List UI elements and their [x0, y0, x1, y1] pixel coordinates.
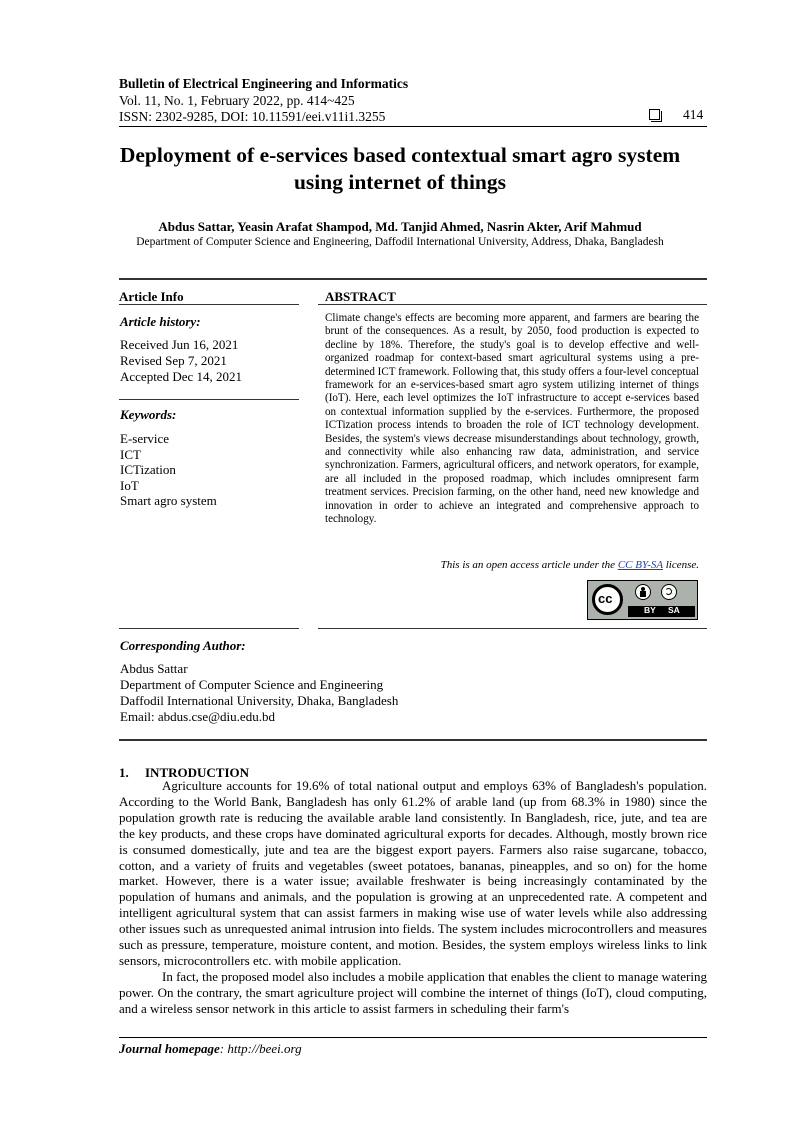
introduction-body — [119, 778, 707, 1017]
article-info-rule — [119, 304, 299, 305]
homepage-url[interactable]: : http://beei.org — [219, 1041, 302, 1056]
share-alike-icon — [661, 584, 677, 600]
page-number: 414 — [683, 107, 704, 122]
title-line-2: using internet of things — [293, 170, 507, 194]
volume-line: Vol. 11, No. 1, February 2022, pp. 414~425 — [119, 93, 355, 108]
abstract-rule — [318, 304, 707, 305]
title-line-1: Deployment of e-services based contextual smart agro system — [119, 143, 681, 167]
journal-name: Bulletin of Electrical Engineering and Informatics — [119, 76, 409, 91]
corresponding-details — [120, 661, 398, 725]
badge-by-label: BY — [644, 605, 656, 615]
article-info-heading: Article Info — [119, 289, 184, 304]
article-history — [120, 337, 242, 385]
keywords-heading: Keywords: — [120, 407, 177, 422]
cc-icon: cc — [592, 584, 623, 615]
received-date: Received Jun 16, 2021 — [120, 337, 239, 352]
keywords-rule — [119, 399, 299, 400]
abstract-heading: ABSTRACT — [325, 289, 396, 304]
accepted-date: Accepted Dec 14, 2021 — [120, 369, 243, 384]
badge-sa-label: SA — [668, 605, 680, 615]
attribution-icon — [635, 584, 651, 600]
article-history-heading: Article history: — [120, 314, 201, 329]
license-link[interactable]: CC BY-SA — [617, 559, 663, 571]
author-list: Abdus Sattar, Yeasin Arafat Shampod, Md. Tanjid Ahmed, Nasrin Akter, Arif Mahmud — [158, 219, 642, 234]
author-department: Department of Computer Science and Engineering — [120, 677, 384, 692]
page-box-icon — [649, 109, 660, 120]
section-title: INTRODUCTION — [145, 765, 250, 780]
keyword-item: Smart agro system — [120, 493, 217, 508]
section-number: 1. — [119, 765, 129, 780]
front-matter-rule — [119, 739, 707, 741]
license-suffix: license. — [662, 559, 699, 571]
abstract-text: Climate change's effects are becoming more apparent, and farmers are bearing the brunt of the consequences. As a result, by 2050, food production is expected to decline by 18%. Therefore, the study's goal is to develop effective and well-organized roadmap for context-based smart agricultural systems using a pre-determined ICT framework. Following that, this study offers a four-level conceptual framework for an e-services-based smart agro system utilizing internet of things (IoT). Here, each level optimizes the IoT infrastructure to accept e-services based on contextual information supplied by the e-services. Furthermore, the proposed ICTization process intends to broaden the role of ICT technology development. Besides, the system's views decrease misunderstandings about technology, growth, and connectivity while also enhancing raw data, administration, and service synchronization. Farmers, agricultural officers, and network operators, for example, are all included in the proposed roadmap, which includes omnipresent farm treatment services. Precision farming, on the other hand, need new knowledge and innovation in order to achieve an integrated and comprehensive approach to technology. — [325, 312, 699, 526]
affiliation: Department of Computer Science and Engineering, Daffodil International University, Address, Dhaka, Bangladesh — [136, 236, 664, 248]
revised-date: Revised Sep 7, 2021 — [120, 353, 227, 368]
homepage-label: Journal homepage — [119, 1041, 220, 1056]
author-email: Email: abdus.cse@diu.edu.bd — [120, 709, 275, 724]
author-university: Daffodil International University, Dhaka, Bangladesh — [120, 693, 399, 708]
issn-doi-line: ISSN: 2302-9285, DOI: 10.11591/eei.v11i1.3255 — [119, 109, 386, 124]
keyword-item: IoT — [120, 477, 139, 493]
cc-by-sa-badge[interactable] — [587, 580, 698, 620]
paragraph: Agriculture accounts for 19.6% of total national output and employs 63% of Bangladesh's population. According to the World Bank, Bangladesh has only 61.2% of arable land (up from 68.3% in 1980) since the population growth rate is reducing the available arable land consistently. In Bangladesh, rice, jute, and tea are the key products, and these crops have dominated agricultural exports for decades. Although, mostly brown rice is consumed domestically, jute and tea are the biggest export payers. Farmers also raise sugarcane, tobacco, cotton, and a variety of fruits and vegetables (sweet potatoes, bananas, pineapples, and so on) for the home market. However, there is a water issue; available freshwater is being increasingly contaminated by the population of humans and animals, and the population is growing at an unprecedented rate. A competent and intelligent agricultural system that can assist farmers in making wise use of water levels while also addressing other issues such as unrequested animal intrusion into fields. The system includes microcontrollers and measures such as pressure, temperature, moisture content, and motion. Besides, the system employs wireless links to link sensors, microcontrollers etc. with mobile application. — [119, 778, 707, 968]
corresponding-rule — [119, 628, 299, 629]
paper-title — [100, 142, 700, 196]
keyword-item: ICTization — [120, 462, 176, 477]
license-statement — [325, 559, 699, 571]
badge-label-bar — [628, 606, 695, 617]
journal-homepage — [119, 1041, 302, 1057]
abstract-bottom-rule — [318, 628, 707, 629]
license-prefix: This is an open access article under the — [440, 559, 618, 571]
keyword-list — [120, 431, 217, 509]
header-rule — [119, 126, 707, 127]
keyword-item: E-service — [120, 431, 170, 446]
author-name: Abdus Sattar — [120, 661, 188, 676]
section-divider — [119, 278, 707, 280]
paragraph: In fact, the proposed model also includes a mobile application that enables the client to manage watering power. On the contrary, the smart agriculture project will combine the internet of things (IoT), cloud computing, and a wireless sensor network in this article to assist farmers in scheduling their farm's — [119, 968, 707, 1016]
footer-rule — [119, 1037, 707, 1038]
keyword-item: ICT — [120, 446, 141, 462]
corresponding-heading: Corresponding Author: — [120, 638, 246, 653]
